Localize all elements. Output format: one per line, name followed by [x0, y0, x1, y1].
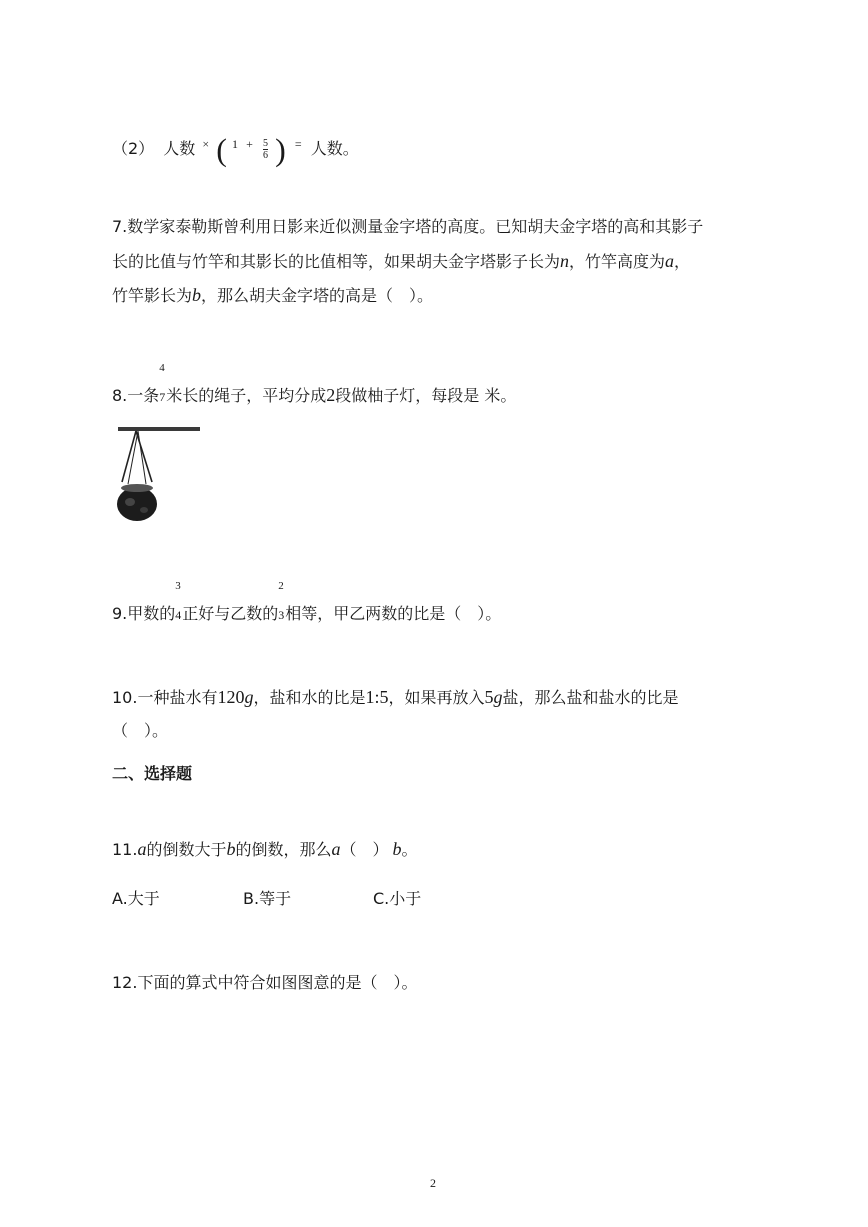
q7-line1: 7.数学家泰勒斯曾利用日影来近似测量金字塔的高度。已知胡夫金字塔的高和其影子 — [112, 217, 704, 236]
var-a: a — [665, 251, 675, 271]
q9-frac2-num: 2 — [278, 579, 284, 592]
q6-part2-label: （2） — [112, 139, 155, 158]
q6-frac-num: 5 — [262, 138, 268, 149]
q8-pre: 8.一条 — [112, 386, 160, 405]
q10-ratio: 1:5 — [365, 687, 389, 707]
q7-line2 — [112, 250, 690, 273]
q6-fraction — [263, 138, 268, 161]
q10-amount2: 5 — [484, 687, 494, 707]
q8-mid: 米长的绳子，平均分成 — [166, 386, 327, 405]
q10-pre: 10.一种盐水有 — [112, 688, 218, 707]
q8-fraction — [159, 361, 166, 408]
q7-line2-text-a: 长的比值与竹竿和其影长的比值相等，如果胡夫金字塔影子长为 — [112, 252, 561, 271]
q10-mid2: ，如果再放入 — [388, 688, 485, 707]
left-paren: ( — [216, 131, 227, 168]
equals-sign: = — [294, 137, 302, 151]
pomelo-shell — [117, 487, 157, 521]
q9-frac1-num: 3 — [175, 579, 181, 592]
q11-var-b: b — [226, 839, 236, 859]
q11-var-a2: a — [331, 839, 341, 859]
pomelo-lantern-illustration — [114, 422, 204, 522]
q6-part2-word1: 人数 — [163, 139, 196, 158]
q7-line3-text-a: 竹竿影长为 — [112, 286, 193, 305]
q10-unit2: g — [493, 687, 503, 707]
q8-post: 段做柚子灯，每段是 米。 — [335, 386, 517, 405]
q9-pre: 9.甲数的 — [112, 604, 176, 623]
q11-var-b2: b — [392, 839, 402, 859]
q10-mid: ，盐和水的比是 — [253, 688, 366, 707]
choice-a[interactable]: A.大于 — [112, 889, 160, 908]
q7-line2-text-c: ， — [674, 252, 691, 271]
q11-var-a: a — [137, 839, 147, 859]
q10-unit1: g — [244, 687, 254, 707]
q9-fraction-2 — [278, 579, 285, 626]
q9-mid: 正好与乙数的 — [182, 604, 279, 623]
bamboo-pole — [118, 427, 200, 431]
right-paren: ) — [275, 131, 286, 168]
choice-b[interactable]: B.等于 — [243, 889, 292, 908]
q7-line2-text-b: ，竹竿高度为 — [569, 252, 666, 271]
q9-line — [112, 579, 502, 626]
q9-frac1-den: 4 — [175, 607, 182, 622]
q9-frac2-den: 3 — [278, 607, 285, 622]
q10-post: 盐，那么盐和盐水的比是 — [502, 688, 679, 707]
q6-frac-den: 6 — [262, 150, 268, 161]
q9-post: 相等，甲乙两数的比是（ ）。 — [285, 604, 502, 623]
q6-one: 1 — [232, 137, 239, 151]
var-n: n — [560, 251, 570, 271]
q10-line2: （ ）。 — [112, 721, 169, 740]
q8-line — [112, 361, 517, 408]
q11-blank: （ ） — [340, 840, 389, 859]
q11-pre: 11. — [112, 840, 138, 859]
q10-line1 — [112, 686, 679, 709]
q11-mid2: 的倒数，那么 — [235, 840, 332, 859]
q10-amount: 120 — [217, 687, 245, 707]
page-number: 2 — [430, 1176, 436, 1190]
var-b: b — [192, 285, 202, 305]
q8-frac-num: 4 — [159, 361, 165, 374]
q11-end: 。 — [401, 840, 418, 859]
q6-part2-line — [112, 131, 359, 168]
q8-frac-den: 7 — [159, 389, 166, 404]
q6-plus: + — [246, 137, 253, 151]
q6-part2-word2: 人数。 — [310, 139, 359, 158]
q8-num: 2 — [326, 385, 336, 405]
q11-mid: 的倒数大于 — [146, 840, 227, 859]
q9-fraction-1 — [175, 579, 182, 626]
q11-line — [112, 838, 418, 861]
q12-line: 12.下面的算式中符合如图图意的是（ ）。 — [112, 973, 418, 992]
q7-line3-text-b: ，那么胡夫金字塔的高是（ ）。 — [201, 286, 434, 305]
q7-line3 — [112, 284, 433, 307]
times-sign: × — [202, 137, 210, 151]
section-heading-choice: 二、选择题 — [112, 764, 193, 783]
choice-c[interactable]: C.小于 — [373, 889, 422, 908]
